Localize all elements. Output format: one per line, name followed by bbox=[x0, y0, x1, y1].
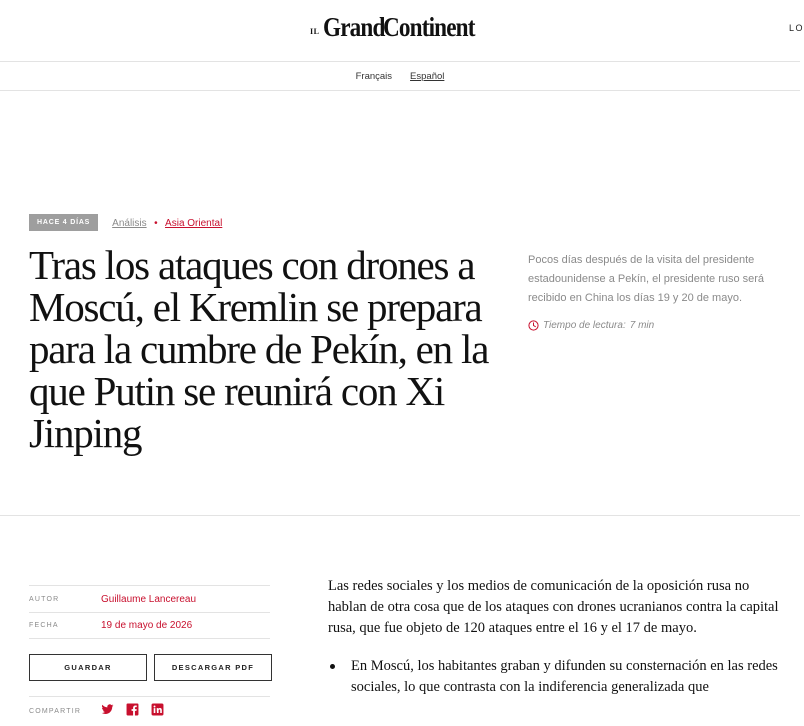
article-summary: Pocos días después de la visita del presidente estadounidense a Pekín, el presidente ruso será recibido en China los días 19 y 20 de mayo. bbox=[528, 254, 765, 304]
reading-time-value: 7 min bbox=[629, 320, 655, 331]
logo-word-grand: Grand bbox=[323, 12, 385, 42]
login-link[interactable]: LO bbox=[788, 23, 804, 33]
language-switcher bbox=[0, 62, 800, 91]
reading-time bbox=[528, 320, 654, 331]
article-paragraph: Las redes sociales y los medios de comunicación de la oposición rusa no hablan de otra cosa que de los ataques con drones ucranianos contra la capital rusa, que fue objeto de 120 ataques entre el 16 y el 17 de mayo. bbox=[328, 578, 779, 636]
time-badge: HACE 4 DÍAS bbox=[29, 214, 98, 231]
logo-word-continent: Continent bbox=[382, 12, 475, 42]
article-actions bbox=[29, 654, 272, 681]
linkedin-icon[interactable] bbox=[151, 703, 164, 721]
category-line bbox=[112, 213, 222, 231]
download-pdf-button[interactable]: DESCARGAR PDF bbox=[154, 654, 272, 681]
site-logo[interactable] bbox=[310, 12, 490, 43]
article-headline: Tras los ataques con drones a Moscú, el Kremlin se prepara para la cumbre de Pekín, en la que Putin se reunirá con Xi Jinping bbox=[29, 242, 489, 456]
article-info bbox=[29, 585, 270, 639]
twitter-icon[interactable] bbox=[101, 703, 114, 721]
date-key: FECHA bbox=[29, 622, 59, 629]
topic-separator: • bbox=[154, 218, 158, 229]
language-spanish-link[interactable]: Español bbox=[410, 70, 445, 82]
article-bullet-list bbox=[328, 656, 783, 698]
language-french-link[interactable]: Français bbox=[355, 70, 393, 82]
section-divider bbox=[0, 515, 800, 516]
article-body bbox=[328, 576, 783, 698]
share-row bbox=[29, 696, 270, 726]
clock-icon bbox=[528, 320, 539, 331]
reading-time-label: Tiempo de lectura: bbox=[543, 320, 626, 331]
site-header bbox=[0, 0, 804, 62]
logo-prefix: IL bbox=[310, 27, 320, 36]
article-bullet-item: En Moscú, los habitantes graban y difunden su consternación en las redes sociales, lo que contrasta con la indiferencia generalizada que bbox=[328, 656, 783, 698]
date-value: 19 de mayo de 2026 bbox=[101, 620, 193, 631]
topic-link[interactable]: Asia Oriental bbox=[165, 218, 223, 229]
author-key: AUTOR bbox=[29, 595, 60, 603]
article-meta bbox=[29, 213, 222, 231]
share-label: COMPARTIR bbox=[29, 708, 82, 715]
save-button[interactable]: GUARDAR bbox=[29, 654, 147, 681]
facebook-icon[interactable] bbox=[126, 703, 139, 721]
date-row bbox=[29, 612, 270, 639]
section-link[interactable]: Análisis bbox=[112, 218, 147, 229]
share-icons bbox=[101, 703, 164, 721]
author-link[interactable]: Guillaume Lancereau bbox=[101, 593, 197, 605]
author-row bbox=[29, 585, 270, 612]
